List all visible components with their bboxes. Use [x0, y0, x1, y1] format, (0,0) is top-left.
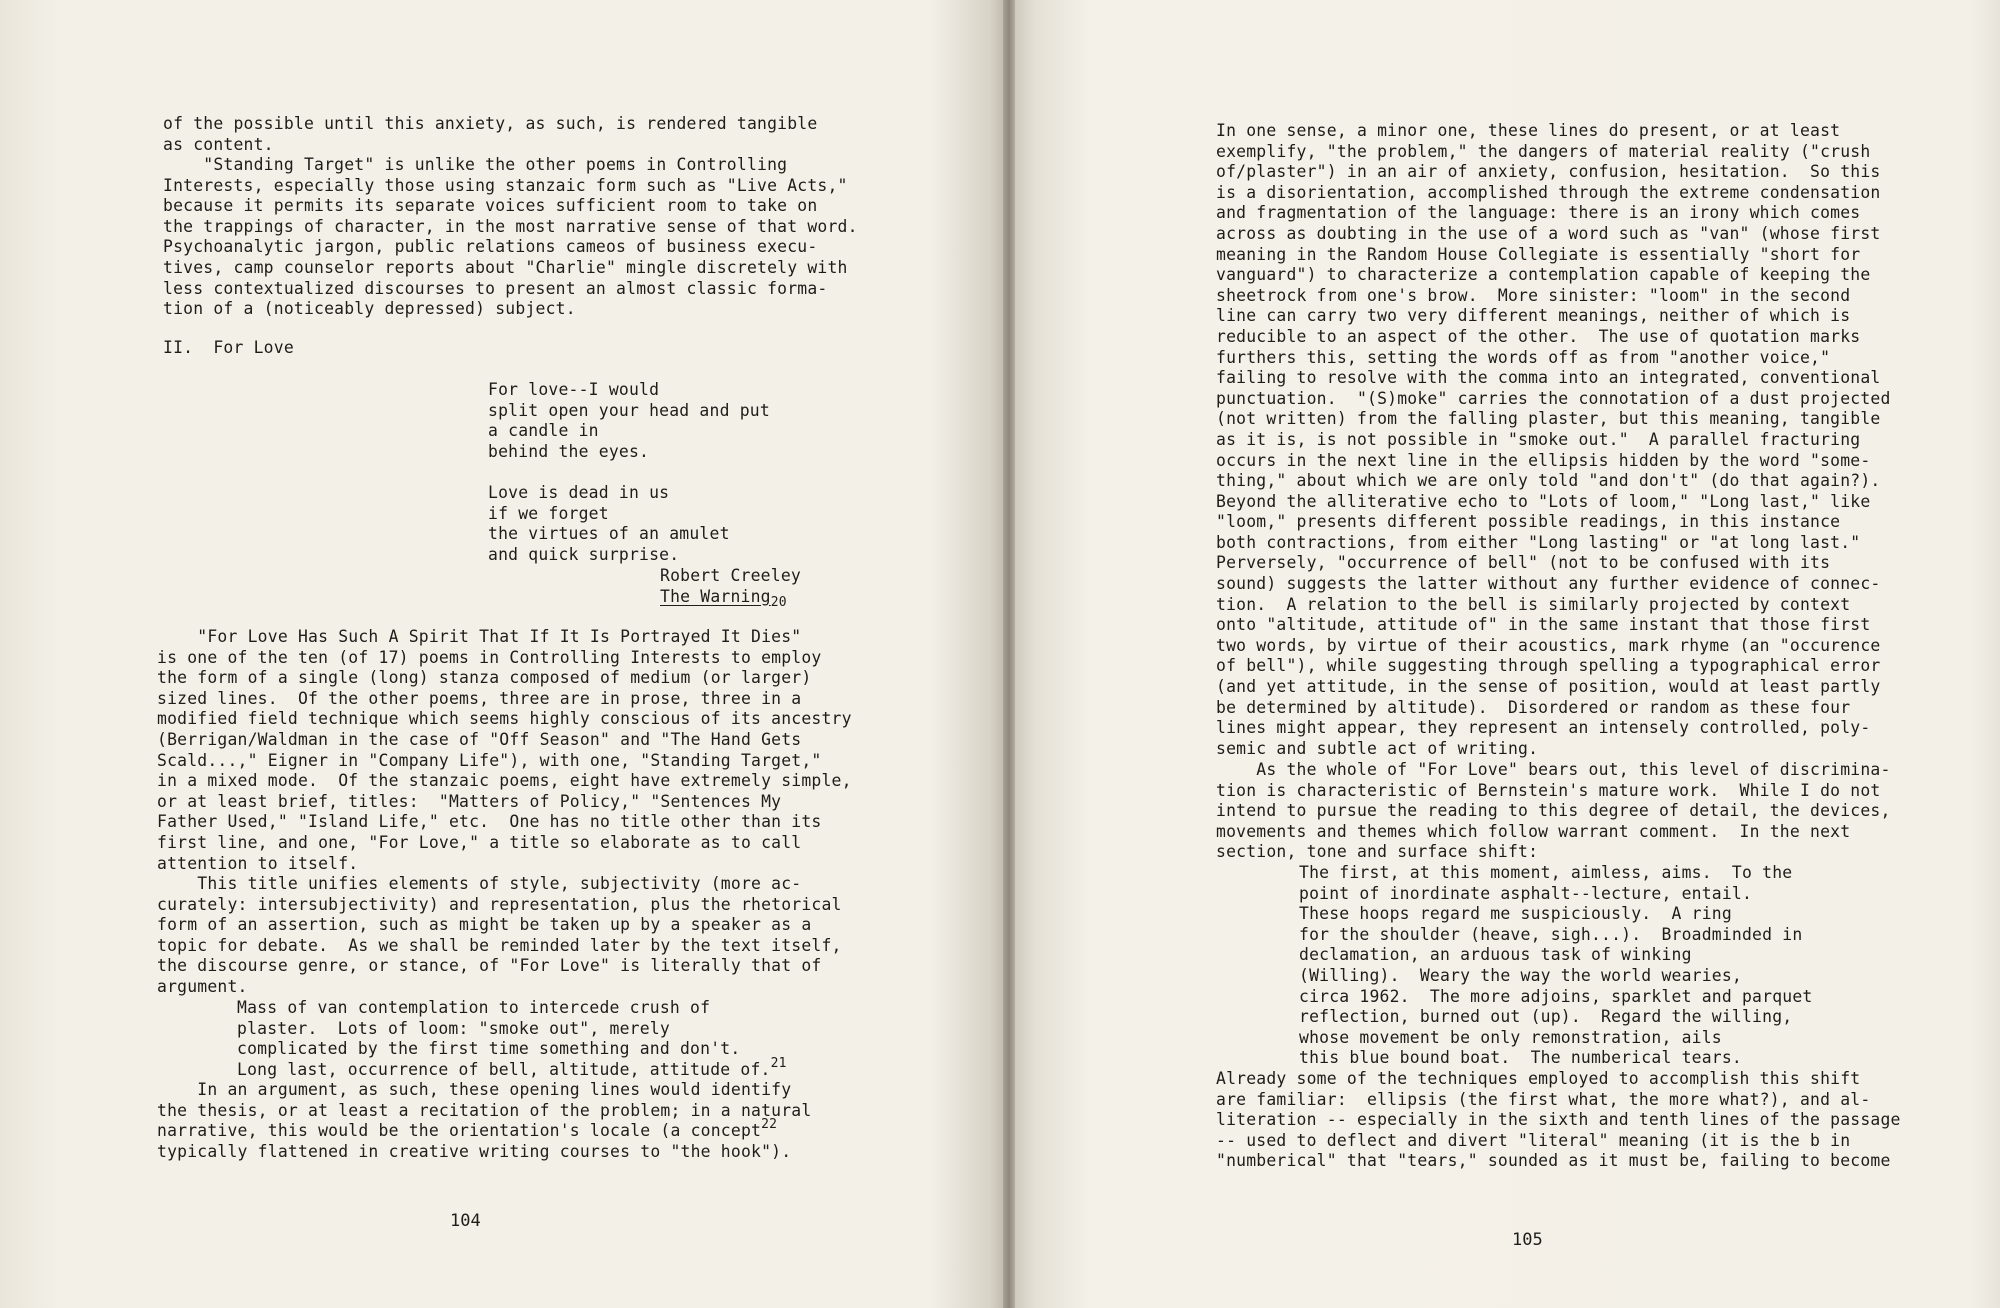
text-line: of bell"), while suggesting through spelling a typographical error — [1216, 656, 1881, 676]
attribution-title-line — [660, 587, 801, 608]
quote-line: declamation, an arduous task of winking — [1299, 945, 1692, 965]
quote-line: The first, at this moment, aimless, aims. To the — [1299, 863, 1793, 882]
text-line: In an argument, as such, these opening lines would identify — [157, 1080, 792, 1099]
text-line: the thesis, or at least a recitation of the problem; in a natural — [157, 1100, 812, 1120]
text-line: intend to pursue the reading to this degree of detail, the devices, — [1216, 801, 1891, 821]
attribution-title: The Warning — [660, 586, 771, 606]
text-line: typically flattened in creative writing courses to "the hook"). — [157, 1141, 792, 1161]
text-line: lines might appear, they represent an intensely controlled, poly- — [1216, 718, 1871, 738]
text-line: Father Used," "Island Life," etc. One has no title other than its — [157, 812, 822, 832]
left-para-2 — [163, 155, 858, 320]
quote-line: this blue bound boat. The numberical tears. — [1299, 1048, 1742, 1068]
text-line: curately: intersubjectivity) and representation, plus the rhetorical — [157, 894, 842, 914]
poem-attribution — [660, 566, 801, 610]
text: narrative, this would be the orientation's locale (a concept — [157, 1121, 762, 1141]
quote-line: reflection, burned out (up). Regard the willing, — [1299, 1007, 1793, 1027]
text-line: "Standing Target" is unlike the other poems in Controlling — [163, 155, 788, 174]
text-line: line can carry two very different meanings, neither of which is — [1216, 306, 1851, 326]
text-line: the discourse genre, or stance, of "For Love" is literally that of — [157, 956, 822, 976]
poem-stanza-1 — [488, 380, 770, 462]
text-line: punctuation. "(S)moke" carries the connotation of a dust projected — [1216, 388, 1891, 408]
text-line: vanguard") to characterize a contemplation capable of keeping the — [1216, 265, 1871, 285]
text-line: literation -- especially in the sixth and tenth lines of the passage — [1216, 1110, 1901, 1130]
footnote-ref: 20 — [770, 594, 787, 610]
text-line: "loom," presents different possible readings, in this instance — [1216, 512, 1841, 532]
right-para-2 — [1216, 760, 1891, 863]
poem-stanza-2 — [488, 483, 730, 565]
quote-line: plaster. Lots of loom: "smoke out", merely — [237, 1018, 670, 1038]
left-para-1 — [163, 114, 817, 155]
text-line: (and yet attitude, in the sense of position, would at least partly — [1216, 677, 1881, 697]
text-line: "numberical" that "tears," sounded as it must be, failing to become — [1216, 1151, 1891, 1171]
footnote-ref: 21 — [770, 1055, 787, 1071]
left-para-5 — [157, 1080, 811, 1162]
text-line: tion. A relation to the bell is similarly projected by context — [1216, 594, 1851, 614]
text-line: semic and subtle act of writing. — [1216, 738, 1539, 758]
poem-line: For love--I would — [488, 380, 660, 399]
text-line: Already some of the techniques employed to accomplish this shift — [1216, 1069, 1861, 1088]
quote-line: for the shoulder (heave, sigh...). Broadminded in — [1299, 924, 1803, 944]
text-line: in a mixed mode. Of the stanzaic poems, eight have extremely simple, — [157, 771, 852, 791]
text-line: because it permits its separate voices sufficient room to take on — [163, 196, 818, 216]
quote-line: These hoops regard me suspiciously. A ring — [1299, 904, 1732, 924]
left-para-3 — [157, 627, 852, 874]
text-line: Interests, especially those using stanzaic form such as "Live Acts," — [163, 175, 848, 195]
section-heading-text: II. For Love — [163, 338, 294, 357]
left-para-4 — [157, 874, 842, 998]
text-line: across as doubting in the use of a word such as "van" (whose first — [1216, 223, 1881, 243]
quote-line: circa 1962. The more adjoins, sparklet and parquet — [1299, 986, 1813, 1006]
quote-text: Long last, occurrence of bell, altitude, attitude of. — [237, 1059, 771, 1079]
page-number: 104 — [450, 1211, 481, 1231]
text-line: sheetrock from one's brow. More sinister: "loom" in the second — [1216, 285, 1851, 305]
text-line: Psychoanalytic jargon, public relations cameos of business execu- — [163, 237, 818, 257]
footnote-ref: 22 — [761, 1117, 778, 1133]
text-line: Perversely, "occurrence of bell" (not to be confused with its — [1216, 553, 1831, 573]
text-line: sized lines. Of the other poems, three are in prose, three in a — [157, 688, 802, 708]
quote-line: whose movement be only remonstration, ails — [1299, 1027, 1722, 1047]
text-line: both contractions, from either "Long lasting" or "at long last." — [1216, 532, 1861, 552]
text-line: thing," about which we are only told "and don't" (do that again?). — [1216, 471, 1881, 491]
text-line: (Berrigan/Waldman in the case of "Off Season" and "The Hand Gets — [157, 729, 802, 749]
text-line: less contextualized discourses to present an almost classic forma- — [163, 278, 828, 298]
text-line: argument. — [157, 976, 248, 996]
text-line: the trappings of character, in the most narrative sense of that word. — [163, 216, 858, 236]
text-line: exemplify, "the problem," the dangers of material reality ("crush — [1216, 141, 1871, 161]
text-line: and fragmentation of the language: there is an irony which comes — [1216, 203, 1861, 223]
text-line: topic for debate. As we shall be reminded later by the text itself, — [157, 935, 842, 955]
text-line: of the possible until this anxiety, as such, is rendered tangible — [163, 114, 818, 133]
quote-line: point of inordinate asphalt--lecture, entail. — [1299, 883, 1753, 903]
text-line: (not written) from the falling plaster, but this meaning, tangible — [1216, 409, 1881, 429]
text-line: This title unifies elements of style, subjectivity (more ac- — [157, 874, 802, 893]
text-line: "For Love Has Such A Spirit That If It Is Portrayed It Dies" — [157, 627, 802, 646]
poem-line: split open your head and put — [488, 400, 770, 420]
text-line: tion is characteristic of Bernstein's mature work. While I do not — [1216, 780, 1881, 800]
poem-line: Love is dead in us — [488, 483, 670, 502]
poem-line: behind the eyes. — [488, 441, 650, 461]
text-line: are familiar: ellipsis (the first what, the more what?), and al- — [1216, 1089, 1871, 1109]
poem-line: a candle in — [488, 421, 599, 441]
text-line: As the whole of "For Love" bears out, this level of discrimina- — [1216, 760, 1891, 779]
poem-line: the virtues of an amulet — [488, 524, 730, 544]
text-line: sound) suggests the latter without any further evidence of connec- — [1216, 574, 1881, 594]
text-line: the form of a single (long) stanza composed of medium (or larger) — [157, 668, 812, 688]
text-line: furthers this, setting the words off as from "another voice," — [1216, 347, 1831, 367]
poem-line: if we forget — [488, 503, 609, 523]
text-line: section, tone and surface shift: — [1216, 842, 1539, 862]
text-line: reducible to an aspect of the other. The use of quotation marks — [1216, 326, 1861, 346]
right-para-3 — [1216, 1069, 1901, 1172]
text-line: or at least brief, titles: "Matters of Policy," "Sentences My — [157, 791, 782, 811]
text-line: occurs in the next line in the ellipsis hidden by the word "some- — [1216, 450, 1871, 470]
page-number: 105 — [1512, 1230, 1543, 1250]
text-line: movements and themes which follow warrant comment. In the next — [1216, 821, 1851, 841]
poem-line: and quick surprise. — [488, 544, 680, 564]
text-line: of/plaster") in an air of anxiety, confusion, hesitation. So this — [1216, 162, 1881, 182]
right-block-quote — [1299, 863, 1812, 1069]
book-gutter — [1003, 0, 1015, 1308]
quote-line: Mass of van contemplation to intercede crush of — [237, 998, 711, 1017]
quote-line: (Willing). Weary the way the world wearies, — [1299, 965, 1742, 985]
text-line: onto "altitude, attitude of" in the same instant that those first — [1216, 615, 1871, 635]
text-line: Scald...," Eigner in "Company Life"), with one, "Standing Target," — [157, 750, 822, 770]
text-line: is a disorientation, accomplished through the extreme condensation — [1216, 182, 1881, 202]
text-line: is one of the ten (of 17) poems in Controlling Interests to employ — [157, 647, 822, 667]
text-line: Beyond the alliterative echo to "Lots of loom," "Long last," like — [1216, 491, 1871, 511]
text-line: -- used to deflect and divert "literal" meaning (it is the b in — [1216, 1130, 1851, 1150]
text-line: failing to resolve with the comma into an integrated, conventional — [1216, 368, 1881, 388]
left-block-quote — [237, 998, 787, 1080]
text-line: as content. — [163, 134, 274, 154]
text-line: first line, and one, "For Love," a title so elaborate as to call — [157, 832, 802, 852]
quote-line: complicated by the first time something and don't. — [237, 1039, 741, 1059]
section-heading — [163, 338, 294, 359]
right-page — [1010, 0, 2000, 1308]
text-line: tion of a (noticeably depressed) subject. — [163, 299, 576, 319]
text-line-with-note — [157, 1117, 811, 1142]
quote-line-with-note — [237, 1055, 787, 1081]
text-line: modified field technique which seems highly conscious of its ancestry — [157, 709, 852, 729]
text-line: form of an assertion, such as might be taken up by a speaker as a — [157, 915, 812, 935]
text-line: attention to itself. — [157, 853, 359, 873]
right-para-1 — [1216, 121, 1891, 759]
text-line: tives, camp counselor reports about "Charlie" mingle discretely with — [163, 257, 848, 277]
text-line: be determined by altitude). Disordered or random as these four — [1216, 697, 1851, 717]
text-line: In one sense, a minor one, these lines do present, or at least — [1216, 121, 1841, 140]
attribution-author: Robert Creeley — [660, 566, 801, 585]
text-line: meaning in the Random House Collegiate is essentially "short for — [1216, 244, 1861, 264]
text-line: as it is, is not possible in "smoke out." A parallel fracturing — [1216, 429, 1861, 449]
text-line: two words, by virtue of their acoustics, mark rhyme (an "occurence — [1216, 635, 1881, 655]
